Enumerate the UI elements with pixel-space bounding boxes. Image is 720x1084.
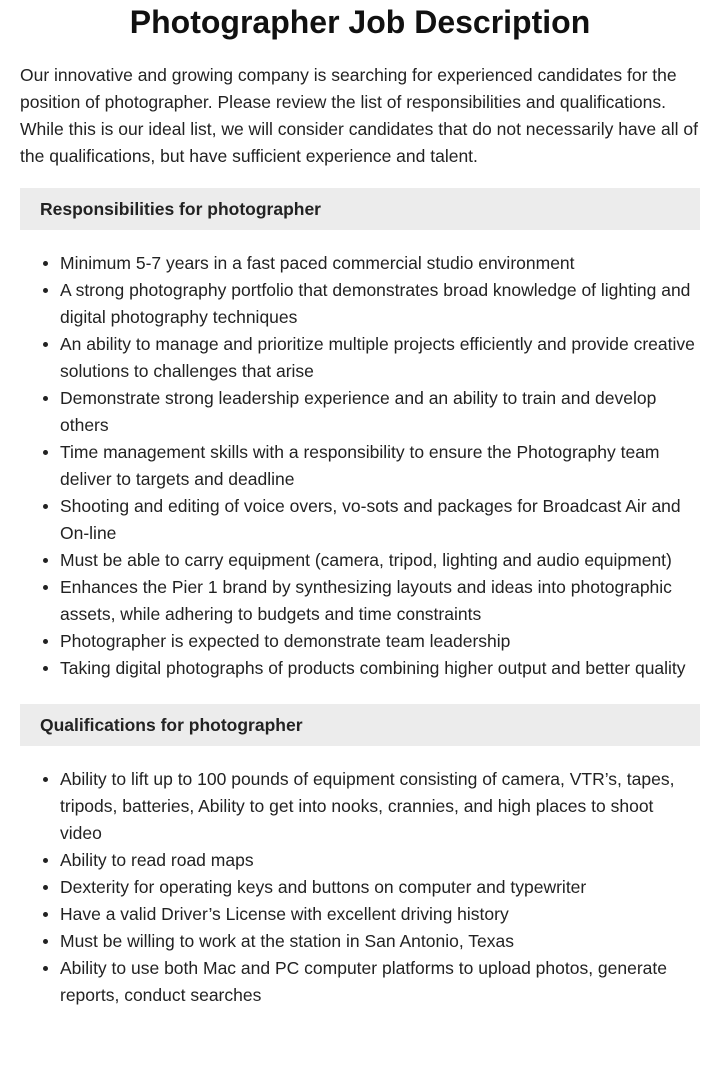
qualifications-list xyxy=(20,766,700,1009)
list-item: Must be willing to work at the station in San Antonio, Texas xyxy=(60,928,700,955)
list-item: Time management skills with a responsibility to ensure the Photography team deliver to targets and deadline xyxy=(60,439,700,493)
list-item: Ability to lift up to 100 pounds of equipment consisting of camera, VTR’s, tapes, tripods, batteries, Ability to get into nooks, crannies, and high places to shoot video xyxy=(60,766,700,847)
list-item: Ability to use both Mac and PC computer platforms to upload photos, generate reports, conduct searches xyxy=(60,955,700,1009)
list-item: Ability to read road maps xyxy=(60,847,700,874)
list-item: Enhances the Pier 1 brand by synthesizing layouts and ideas into photographic assets, while adhering to budgets and time constraints xyxy=(60,574,700,628)
list-item: Minimum 5-7 years in a fast paced commercial studio environment xyxy=(60,250,700,277)
list-item: Must be able to carry equipment (camera, tripod, lighting and audio equipment) xyxy=(60,547,700,574)
list-item: Have a valid Driver’s License with excellent driving history xyxy=(60,901,700,928)
list-item: Photographer is expected to demonstrate team leadership xyxy=(60,628,700,655)
intro-paragraph: Our innovative and growing company is searching for experienced candidates for the position of photographer. Please review the list of responsibilities and qualifications. While this is our ideal list, we will consider candidates that do not necessarily have all of the qualifications, but have sufficient experience and talent. xyxy=(20,65,698,166)
list-item: A strong photography portfolio that demonstrates broad knowledge of lighting and digital photography techniques xyxy=(60,277,700,331)
list-item: Demonstrate strong leadership experience and an ability to train and develop others xyxy=(60,385,700,439)
qualifications-heading: Qualifications for photographer xyxy=(20,704,700,746)
list-item: Shooting and editing of voice overs, vo-sots and packages for Broadcast Air and On-line xyxy=(60,493,700,547)
responsibilities-list xyxy=(20,250,700,682)
responsibilities-heading: Responsibilities for photographer xyxy=(20,188,700,230)
page-title: Photographer Job Description xyxy=(129,4,591,40)
list-item: Dexterity for operating keys and buttons on computer and typewriter xyxy=(60,874,700,901)
list-item: Taking digital photographs of products combining higher output and better quality xyxy=(60,655,700,682)
list-item: An ability to manage and prioritize multiple projects efficiently and provide creative solutions to challenges that arise xyxy=(60,331,700,385)
